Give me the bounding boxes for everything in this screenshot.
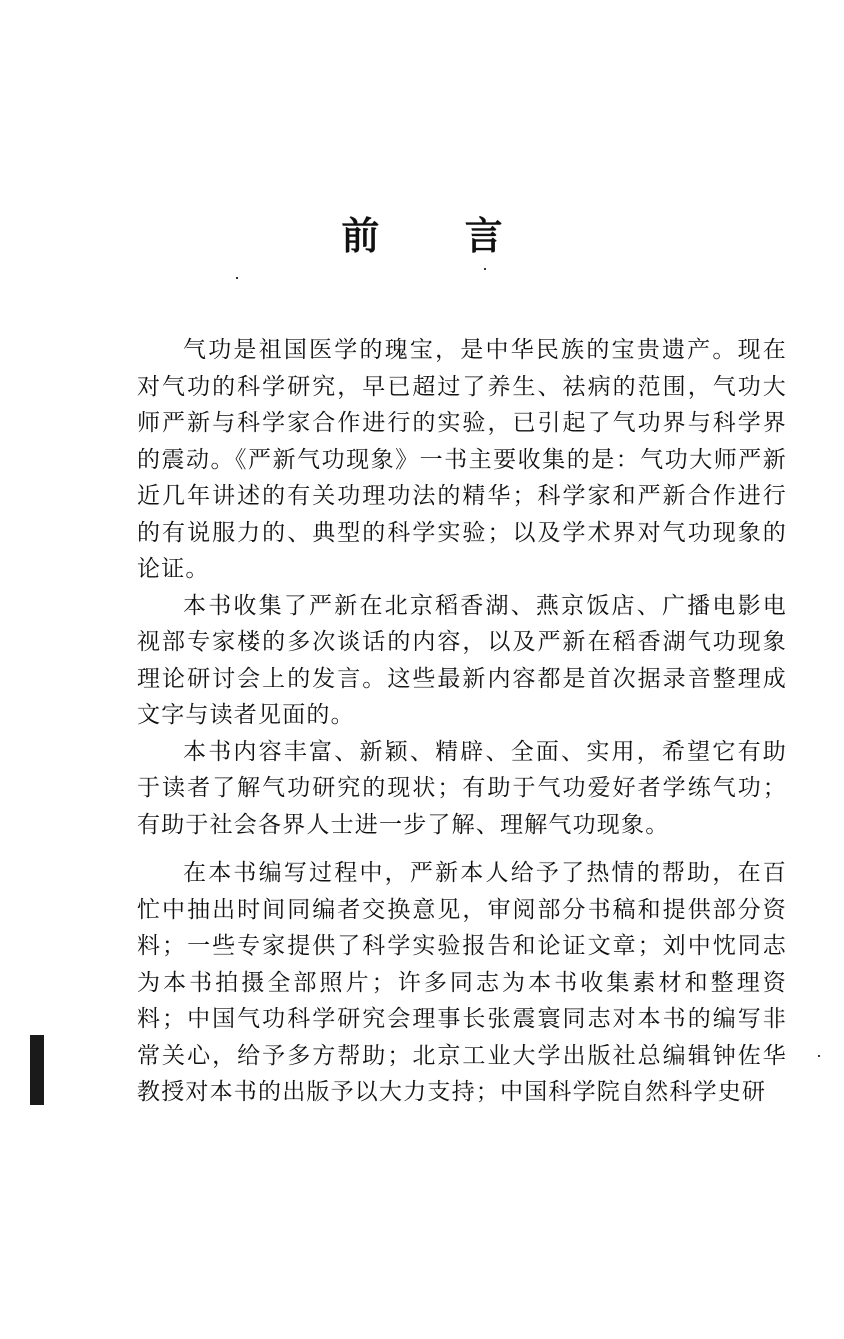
scan-speck [818,1055,820,1057]
page-title: 前 言 [341,214,539,258]
paragraph-1: 气功是祖国医学的瑰宝，是中华民族的宝贵遗产。现在对气功的科学研究，早已超过了养生、祛病的范围，气功大师严新与科学家合作进行的实验，已引起了气功界与科学界的震动。《严新气功现象》一书主要收集的是：气功大师严新近几年讲述的有关功理功法的精华；科学家和严新合作进行的有说服力的、典型的科学实验；以及学术界对气功现象的论证。 [137,337,787,582]
body-text [137,332,787,1111]
paragraph-2: 本书收集了严新在北京稻香湖、燕京饭店、广播电影电视部专家楼的多次谈话的内容，以及严新在稻香湖气功现象理论研讨会上的发言。这些最新内容都是首次据录音整理成文字与读者见面的。 [137,592,787,728]
binding-edge-mark [30,1035,44,1105]
paragraph-4: 在本书编写过程中，严新本人给予了热情的帮助，在百忙中抽出时间同编者交换意见，审阅部分书稿和提供部分资料；一些专家提供了科学实验报告和论证文章；刘中忱同志为本书拍摄全部照片；许多同志为本书收集素材和整理资料；中国气功科学研究会理事长张震寰同志对本书的编写非常关心，给予多方帮助；北京工业大学出版社总编辑钟佐华教授对本书的出版予以大力支持；中国科学院自然科学史研 [137,860,787,1105]
scan-speck [484,268,486,270]
scan-speck [236,277,238,279]
paragraph-3: 本书内容丰富、新颖、精辟、全面、实用，希望它有助于读者了解气功研究的现状；有助于气功爱好者学练气功；有助于社会各界人士进一步了解、理解气功现象。 [137,738,787,838]
